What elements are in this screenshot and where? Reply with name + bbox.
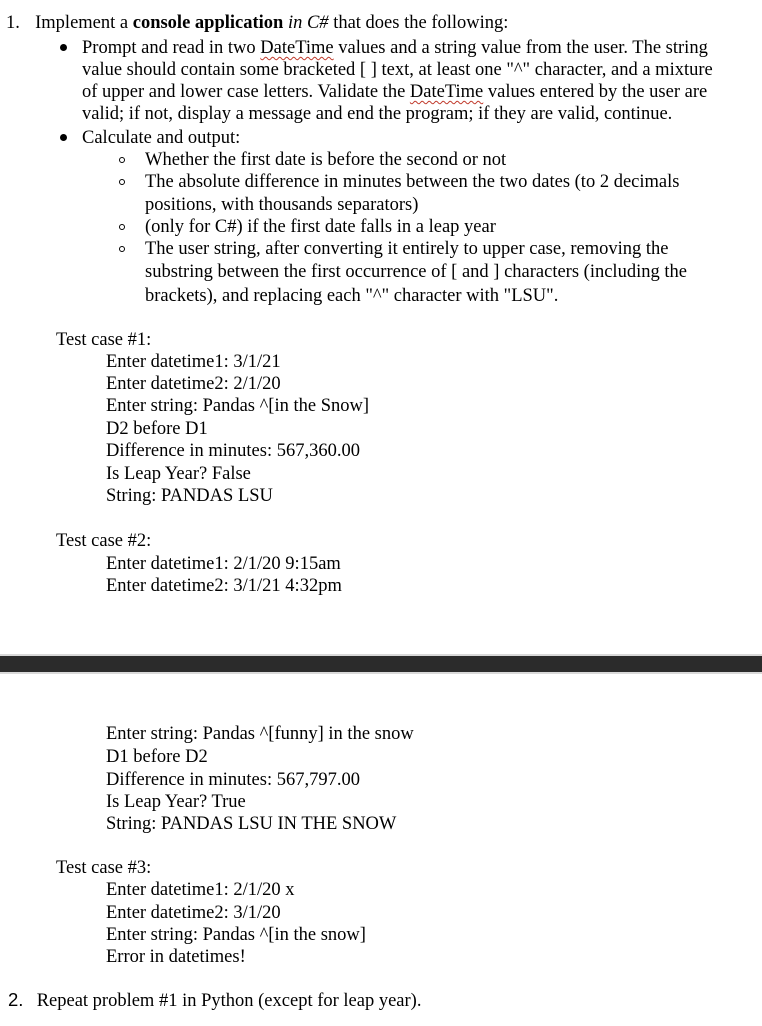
problem-2-number: 2. — [8, 989, 24, 1010]
sub-bullet-4-line-3: brackets), and replacing each "^" character with "LSU". — [145, 286, 559, 306]
test-case-3-line: Enter string: Pandas ^[in the snow] — [106, 925, 366, 945]
test-case-1-line: Difference in minutes: 567,360.00 — [106, 441, 360, 461]
sub-bullet-2-line-2: positions, with thousands separators) — [145, 195, 419, 215]
page-break-edge — [0, 672, 762, 674]
problem-2-text: Repeat problem #1 in Python (except for leap year). — [36, 991, 422, 1011]
spellcheck-word: DateTime — [260, 38, 334, 58]
sub-bullet-4-line-2: substring between the first occurrence of [ and ] characters (including the — [145, 262, 687, 282]
test-case-3-line: Enter datetime2: 3/1/20 — [106, 903, 281, 923]
problem-1-intro-bold: console application — [132, 13, 284, 33]
test-case-3-line: Enter datetime1: 2/1/20 x — [106, 880, 295, 900]
test-case-2-line: String: PANDAS LSU IN THE SNOW — [106, 814, 397, 834]
page-break-bar — [0, 656, 762, 672]
test-case-3-line: Error in datetimes! — [106, 947, 246, 967]
bullet-circle-icon — [119, 157, 125, 163]
problem-2 — [8, 989, 421, 1012]
bullet-1-line-2: value should contain some bracketed [ ] text, at least one "^" character, and a mixture — [82, 60, 713, 80]
test-case-2-line: Enter datetime2: 3/1/21 4:32pm — [106, 576, 342, 596]
bullet-1-text-tail: values entered by the user are — [483, 82, 708, 102]
bullet-1-line-1 — [82, 37, 708, 59]
test-case-3-title: Test case #3: — [56, 858, 152, 878]
bullet-circle-icon — [119, 224, 125, 230]
bullet-1-text: Prompt and read in two — [82, 38, 261, 58]
spellcheck-word: DateTime — [409, 82, 484, 102]
bullet-circle-icon — [119, 179, 125, 185]
test-case-2-line: Difference in minutes: 567,797.00 — [106, 770, 360, 790]
test-case-1-line: Enter string: Pandas ^[in the Snow] — [106, 396, 370, 416]
test-case-1-title: Test case #1: — [56, 330, 152, 350]
test-case-1-line: Enter datetime1: 3/1/21 — [106, 352, 281, 372]
bullet-1-line-4: valid; if not, display a message and end the program; if they are valid, continue. — [82, 104, 673, 124]
sub-bullet-1: Whether the first date is before the second or not — [145, 150, 507, 170]
test-case-2-line: D1 before D2 — [106, 747, 208, 767]
test-case-2-title: Test case #2: — [56, 531, 152, 551]
bullet-1-text: of upper and lower case letters. Validate the — [82, 82, 410, 102]
test-case-1-line: D2 before D1 — [106, 419, 208, 439]
problem-1-number: 1. — [6, 13, 20, 33]
test-case-1-line: String: PANDAS LSU — [106, 486, 273, 506]
test-case-2-line: Enter datetime1: 2/1/20 9:15am — [106, 554, 341, 574]
problem-1-intro-italic: in C# — [287, 13, 329, 33]
bullet-dot-icon — [60, 44, 67, 51]
test-case-2-line: Is Leap Year? True — [106, 792, 246, 812]
problem-1-heading — [6, 12, 508, 34]
bullet-dot-icon — [60, 134, 67, 141]
problem-1-intro-tail: that does the following: — [328, 13, 509, 33]
bullet-1-line-3 — [82, 81, 707, 103]
sub-bullet-3: (only for C#) if the first date falls in a leap year — [145, 217, 496, 237]
problem-1-intro-text: Implement a — [35, 13, 133, 33]
bullet-2-label: Calculate and output: — [82, 128, 241, 148]
test-case-2-line: Enter string: Pandas ^[funny] in the snow — [106, 724, 414, 744]
bullet-1-text-tail: values and a string value from the user. The string — [333, 38, 708, 58]
sub-bullet-2-line-1: The absolute difference in minutes between the two dates (to 2 decimals — [145, 172, 680, 192]
sub-bullet-4-line-1: The user string, after converting it entirely to upper case, removing the — [145, 239, 669, 259]
test-case-1-line: Enter datetime2: 2/1/20 — [106, 374, 281, 394]
test-case-1-line: Is Leap Year? False — [106, 464, 251, 484]
bullet-circle-icon — [119, 246, 125, 252]
